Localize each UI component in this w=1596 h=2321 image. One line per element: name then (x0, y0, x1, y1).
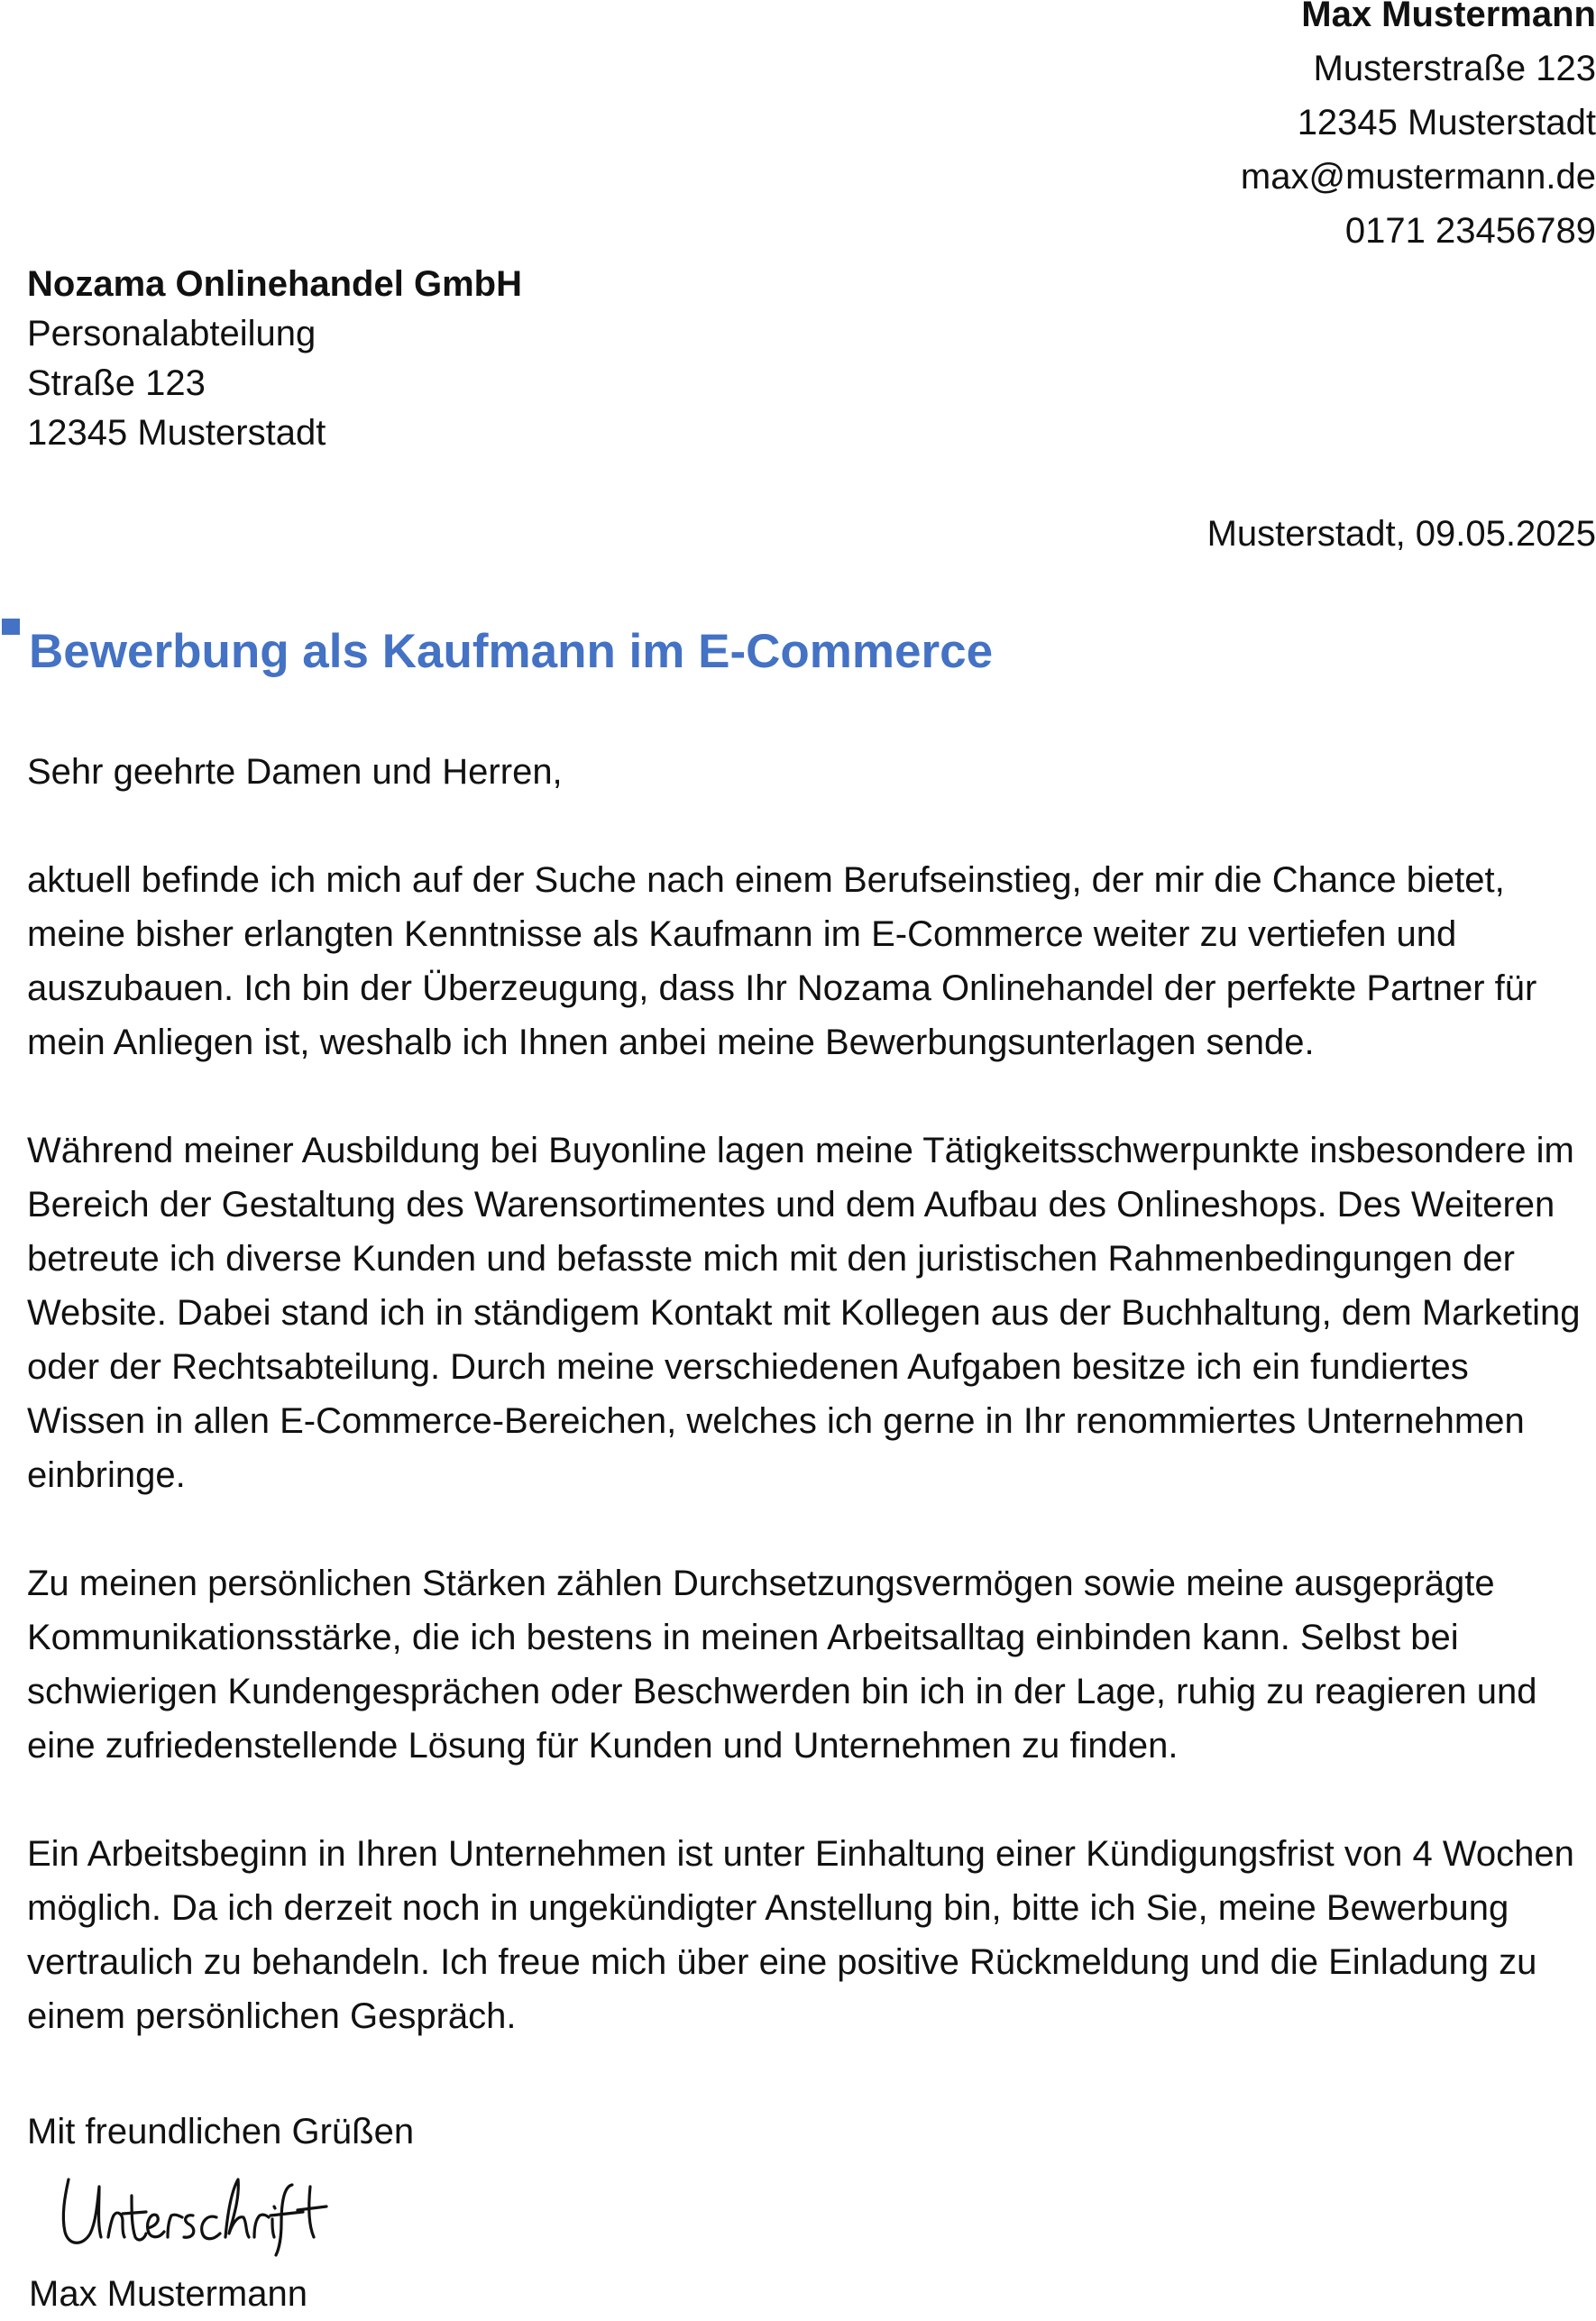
handwritten-signature (56, 2160, 344, 2259)
sender-address-block (1241, 0, 1596, 258)
closing-line: Mit freundlichen Grüßen (27, 2112, 415, 2151)
signer-name: Max Mustermann (29, 2274, 307, 2314)
sender-email: max@mustermann.de (1240, 157, 1596, 197)
body-paragraph: Ein Arbeitsbeginn in Ihren Unternehmen ist unter Einhaltung einer Kündigungsfrist von 4 Wochen möglich. Da ich derzeit noch in ungekündigter Anstellung bin, bitte ich Sie, meine Bewerbung vertraulich zu behandeln. Ich freue mich über eine positive Rückmeldung und die Einladung zu einem persönlichen Gespräch. (27, 1834, 1574, 2036)
sender-street: Musterstraße 123 (1313, 49, 1596, 88)
sender-phone: 0171 23456789 (1344, 211, 1596, 251)
recipient-address-block (27, 260, 522, 458)
heading-marker (2, 619, 20, 635)
subject-heading: Bewerbung als Kaufmann im E-Commerce (29, 625, 994, 678)
recipient-street: Straße 123 (27, 363, 206, 403)
body-paragraph: Zu meinen persönlichen Stärken zählen Durchsetzungsvermögen sowie meine ausgeprägte Kommunikationsstärke, die ich bestens in meinen Arbeitsalltag einbinden kann. Selbst bei schwierigen Kundengesprächen oder Beschwerden bin ich in der Lage, ruhig zu reagieren und eine zufriedenstellende Lösung für Kunden und Unternehmen zu finden. (27, 1564, 1537, 1766)
recipient-city: 12345 Musterstadt (27, 413, 326, 453)
sender-city: 12345 Musterstadt (1297, 103, 1596, 142)
body-paragraph: Während meiner Ausbildung bei Buyonline lagen meine Tätigkeitsschwerpunkte insbesondere im Bereich der Gestaltung des Warensortimentes und dem Aufbau des Onlineshops. Des Weiteren betreute ich diverse Kunden und befasste mich mit den juristischen Rahmenbedingungen der Website. Dabei stand ich in ständigem Kontakt mit Kollegen aus der Buchhaltung, dem Marketing oder der Rechtsabteilung. Durch meine verschiedenen Aufgaben besitze ich ein fundiertes Wissen in allen E-Commerce-Bereichen, welches ich gerne in Ihr renommiertes Unternehmen einbringe. (27, 1131, 1581, 1495)
letter-body (27, 745, 1591, 2097)
date-line: Musterstadt, 09.05.2025 (1206, 514, 1596, 554)
salutation: Sehr geehrte Damen und Herren, (27, 752, 563, 792)
recipient-department: Personalabteilung (27, 314, 316, 353)
sender-name: Max Mustermann (1301, 0, 1596, 34)
body-paragraph: aktuell befinde ich mich auf der Suche nach einem Berufseinstieg, der mir die Chance bietet, meine bisher erlangten Kenntnisse als Kaufmann im E-Commerce weiter zu vertiefen und auszubauen. Ich bin der Überzeugung, dass Ihr Nozama Onlinehandel der perfekte Partner für mein Anliegen ist, weshalb ich Ihnen anbei meine Bewerbungsunterlagen sende. (27, 860, 1537, 1062)
recipient-company: Nozama Onlinehandel GmbH (27, 264, 522, 304)
